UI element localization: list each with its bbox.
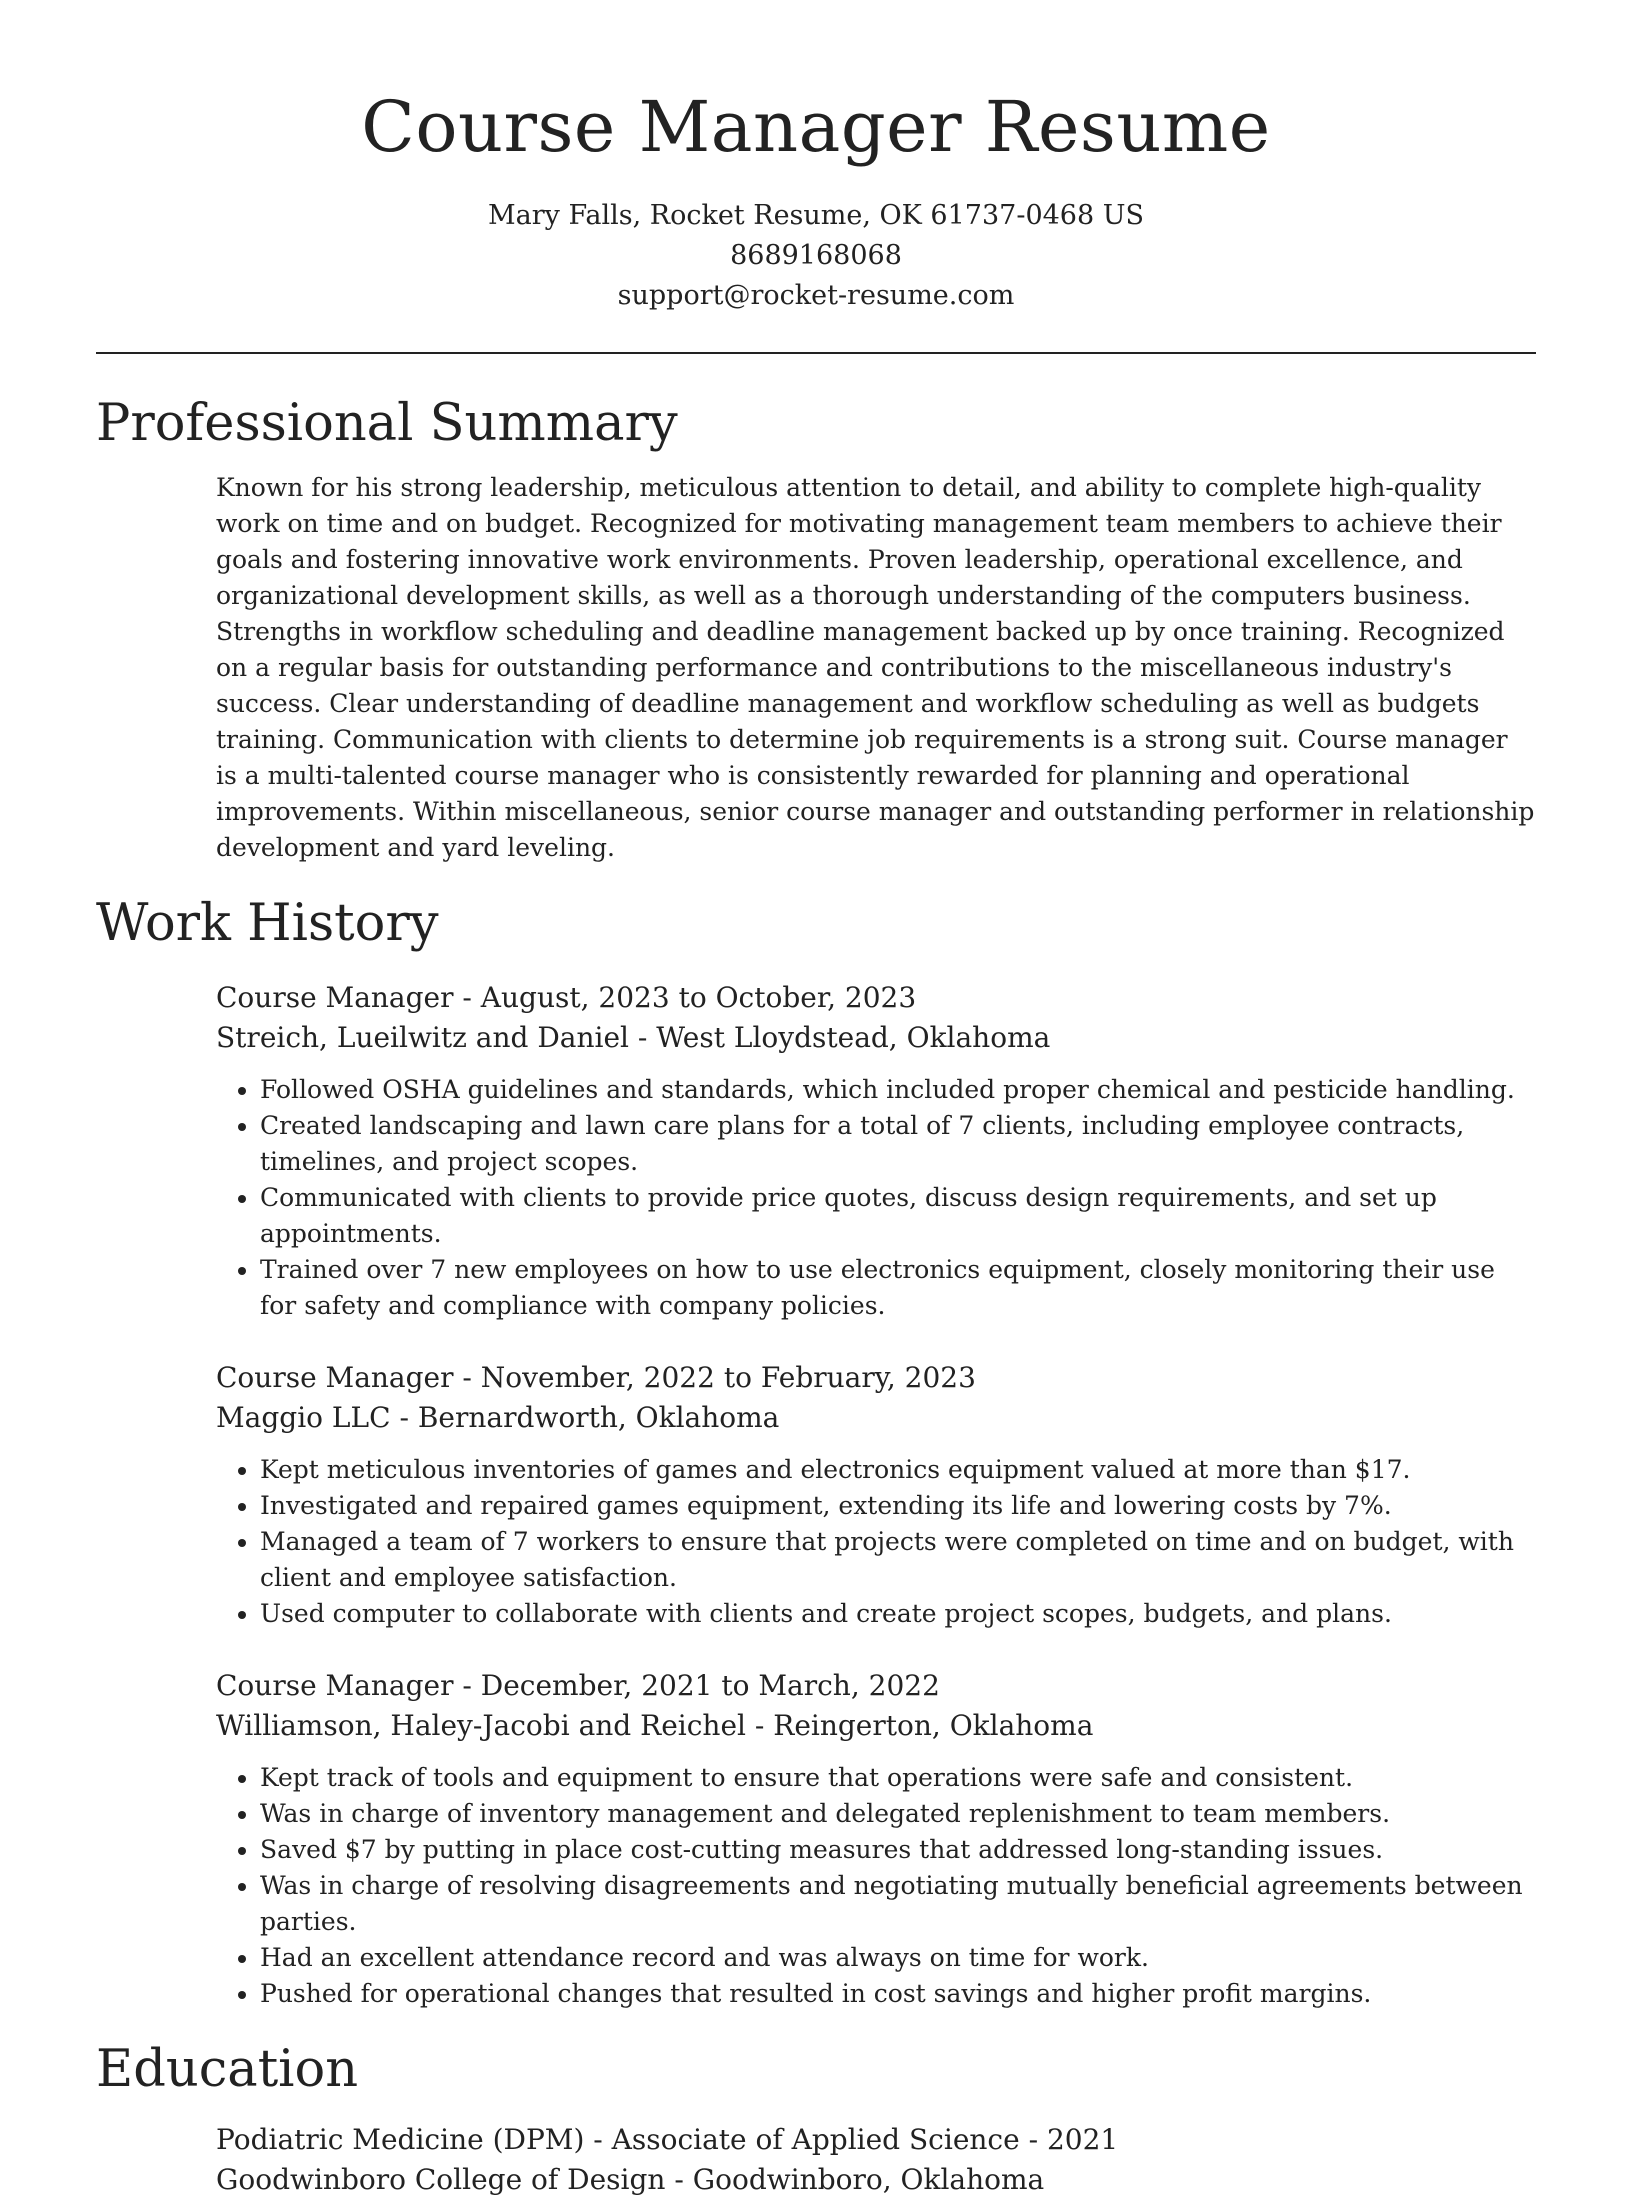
job-company: Maggio LLC	[216, 1401, 391, 1434]
job-entry	[216, 1358, 1536, 1632]
job-bullet: • Managed a team of 7 workers to ensure that projects were completed on time and on budget, with client and employee satisfaction.	[260, 1524, 1536, 1596]
header-divider	[96, 352, 1536, 354]
education-location: Goodwinboro, Oklahoma	[692, 2163, 1045, 2196]
work-history-section	[216, 978, 1536, 2012]
job-title-line: Course Manager - November, 2022 to February, 2023	[216, 1361, 976, 1394]
education-degree-line: Podiatric Medicine (DPM) - Associate of Applied Science - 2021	[216, 2123, 1119, 2156]
job-bullet: • Communicated with clients to provide price quotes, discuss design requirements, and set up appointments.	[260, 1180, 1536, 1252]
job-company-line: Maggio LLC - Bernardworth, Oklahoma	[216, 1401, 780, 1434]
education-school-line: Goodwinboro College of Design - Goodwinboro, Oklahoma	[216, 2163, 1045, 2196]
job-company-line: Williamson, Haley-Jacobi and Reichel - Reingerton, Oklahoma	[216, 1709, 1094, 1742]
contact-info	[96, 196, 1536, 316]
job-bullet: • Had an excellent attendance record and was always on time for work.	[260, 1940, 1536, 1976]
job-bullet: • Created landscaping and lawn care plans for a total of 7 clients, including employee contracts, timelines, and project scopes.	[260, 1108, 1536, 1180]
education-year: 2021	[1046, 2123, 1119, 2156]
job-bullets	[216, 1760, 1536, 2012]
contact-email: support@rocket-resume.com	[617, 280, 1015, 311]
job-title: Course Manager	[216, 1361, 454, 1394]
job-bullets	[216, 1072, 1536, 1324]
job-bullet: • Trained over 7 new employees on how to use electronics equipment, closely monitoring their use for safety and compliance with company policies.	[260, 1252, 1536, 1324]
resume-title: Course Manager Resume	[361, 86, 1271, 168]
job-location: Bernardworth, Oklahoma	[417, 1401, 780, 1434]
education-entry	[216, 2120, 1536, 2200]
job-location: Reingerton, Oklahoma	[773, 1709, 1094, 1742]
job-title: Course Manager	[216, 981, 454, 1014]
summary-heading: Professional Summary	[96, 394, 678, 453]
job-bullet: • Kept track of tools and equipment to ensure that operations were safe and consistent.	[260, 1760, 1536, 1796]
job-bullet: • Used computer to collaborate with clients and create project scopes, budgets, and plans.	[260, 1596, 1536, 1632]
education-section	[216, 2120, 1536, 2200]
education-heading: Education	[96, 2040, 359, 2099]
work-history-heading: Work History	[96, 894, 439, 953]
job-title: Course Manager	[216, 1669, 454, 1702]
resume-header	[96, 0, 1536, 316]
education-school: Goodwinboro College of Design	[216, 2163, 666, 2196]
job-title-line: Course Manager - December, 2021 to March, 2022	[216, 1669, 940, 1702]
job-bullets	[216, 1452, 1536, 1632]
job-bullet: • Kept meticulous inventories of games and electronics equipment valued at more than $17.	[260, 1452, 1536, 1488]
job-dates: August, 2023 to October, 2023	[480, 981, 917, 1014]
job-entry	[216, 978, 1536, 1324]
contact-phone: 8689168068	[730, 240, 902, 271]
education-field: Podiatric Medicine (DPM)	[216, 2123, 585, 2156]
job-dates: November, 2022 to February, 2023	[480, 1361, 976, 1394]
contact-address: Mary Falls, Rocket Resume, OK 61737-0468 US	[487, 200, 1144, 231]
job-title-line: Course Manager - August, 2023 to October, 2023	[216, 981, 917, 1014]
summary-section	[216, 470, 1536, 866]
job-company: Streich, Lueilwitz and Daniel	[216, 1021, 629, 1054]
job-entry	[216, 1666, 1536, 2012]
job-bullet: • Was in charge of resolving disagreements and negotiating mutually beneficial agreements between parties.	[260, 1868, 1536, 1940]
job-dates: December, 2021 to March, 2022	[480, 1669, 940, 1702]
job-bullet: • Saved $7 by putting in place cost-cutting measures that addressed long-standing issues.	[260, 1832, 1536, 1868]
job-location: West Lloydstead, Oklahoma	[656, 1021, 1051, 1054]
summary-text: Known for his strong leadership, meticulous attention to detail, and ability to complete high-quality work on time and on budget. Recognized for motivating management team members to achieve their goals and fostering innovative work environments. Proven leadership, operational excellence, and organizational development skills, as well as a thorough understanding of the computers business. Strengths in workflow scheduling and deadline management backed up by once training. Recognized on a regular basis for outstanding performance and contributions to the miscellaneous industry's success. Clear understanding of deadline management and workflow scheduling as well as budgets training. Communication with clients to determine job requirements is a strong suit. Course manager is a multi-talented course manager who is consistently rewarded for planning and operational improvements. Within miscellaneous, senior course manager and outstanding performer in relationship development and yard leveling.	[216, 473, 1535, 862]
job-bullet: • Pushed for operational changes that resulted in cost savings and higher profit margins.	[260, 1976, 1536, 2012]
job-bullet: • Investigated and repaired games equipment, extending its life and lowering costs by 7%.	[260, 1488, 1536, 1524]
job-bullet: • Followed OSHA guidelines and standards, which included proper chemical and pesticide handling.	[260, 1072, 1536, 1108]
job-company-line: Streich, Lueilwitz and Daniel - West Lloydstead, Oklahoma	[216, 1021, 1051, 1054]
job-company: Williamson, Haley-Jacobi and Reichel	[216, 1709, 746, 1742]
education-degree: Associate of Applied Science	[611, 2123, 1020, 2156]
job-bullet: • Was in charge of inventory management and delegated replenishment to team members.	[260, 1796, 1536, 1832]
